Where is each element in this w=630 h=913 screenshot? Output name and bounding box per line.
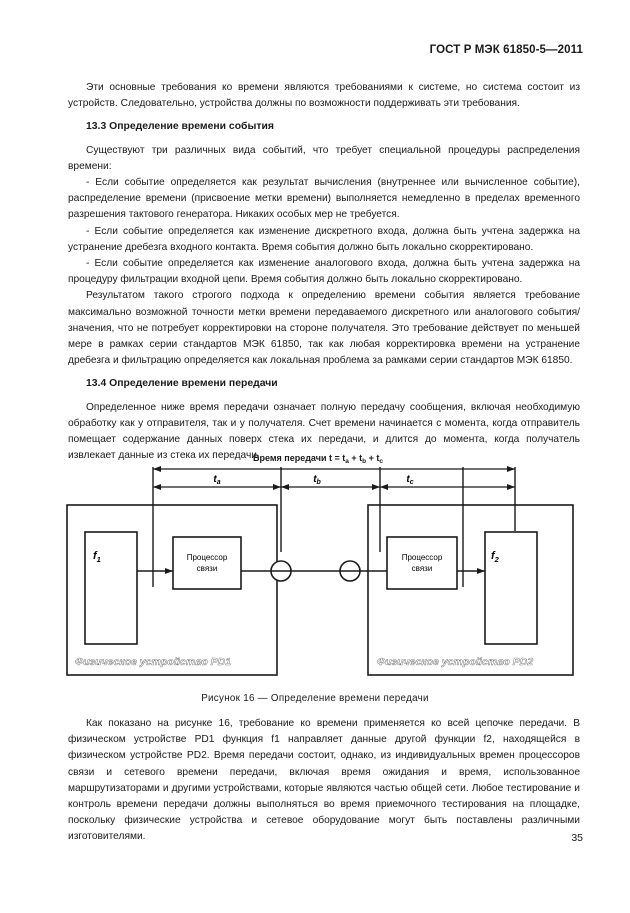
function-f2-label: $f_2$ [491, 550, 499, 564]
transfer-time-diagram [55, 447, 580, 687]
main-text [68, 80, 580, 464]
paragraph: Результатом такого строгого подхода к определению времени события является требование максимально возможной точности метки времени передаваемого дискретного или аналогового события/значения, что не потребует корректировки на стороне получателя. Это требование действует по меньшей мере в рамках серии стандартов МЭК 61850, так как любая корректировка времени на устранение дребезга и фильтрацию определяется как локальная проблема за рамками серии стандартов МЭК 61850. [68, 290, 580, 367]
paragraph: - Если событие определяется как изменение дискретного входа, должна быть учтена задержка на устранение дребезга входного контакта. Время события должно быть локально скорректировано. [68, 225, 580, 253]
function-f1-box [85, 532, 137, 644]
device-pd1-box [67, 505, 277, 675]
paragraph: Определенное ниже время передачи означает полную передачу сообщения, включая необходимую обработку как у отправителя, так и у получателя. Счет времени начинается с момента, когда отправитель помещает содержание данных поверх стека их передачи, и длится до момента, когда получатель извлекает данные из стека их передачи. [68, 401, 580, 462]
main-text-continued [68, 716, 580, 846]
processor-pd2-label: Процессор [401, 553, 443, 562]
tc-label: $t_c$ [406, 474, 414, 486]
function-f1-label: $f_1$ [93, 550, 101, 564]
processor-pd1-box [173, 537, 241, 589]
paragraph: - Если событие определяется как результат вычисления (внутреннее или вычисленное событие), распределение времени (присвоение метки времени) выполняется немедленно в пределах временного разрешения тактового генератора. Никаких особых мер не требуется. [68, 177, 580, 221]
device-pd2-label: Физическое устройство PD2 [377, 656, 534, 668]
ta-label: $t_a$ [213, 474, 221, 486]
total-time-label: Время передачи $t = t_a + t_b + t_c$ [252, 453, 384, 465]
device-pd1-label: Физическое устройство PD1 [75, 656, 232, 668]
processor-pd2-box [387, 537, 457, 589]
document-header: ГОСТ Р МЭК 61850-5—2011 [429, 44, 583, 56]
function-f2-box [485, 532, 537, 644]
section-heading: 13.4 Определение времени передачи [86, 378, 278, 390]
section-heading: 13.3 Определение времени события [86, 121, 274, 133]
paragraph: Как показано на рисунке 16, требование ко времени применяется ко всей цепочке передачи. В физическом устройстве PD1 функция f1 направляет данные другой функции f2, находящейся в физическом устройстве PD2. Время передачи состоит, однако, из индивидуальных времен процессоров связи и сетевого времени передачи, включая время ожидания и время, использованное маршрутизаторами и другими устройствами, которые являются частью общей сети. Любое тестирование и контроль времени передачи должны выполняться во время приемочного тестирования на площадке, поскольку физические устройства и сетевое оборудование могут быть поставлены различными изготовителями. [68, 718, 580, 843]
tb-label: $t_b$ [313, 474, 321, 486]
paragraph: - Если событие определяется как изменение аналогового входа, должна быть учтена задержка на процедуру фильтрации входной цепи. Время события должно быть локально скорректировано. [68, 258, 580, 286]
processor-pd2-label: связи [411, 564, 433, 573]
paragraph: Существуют три различных вида событий, что требует специальной процедуры распределения времени: [68, 144, 580, 172]
paragraph: Эти основные требования ко времени являются требованиями к системе, но система состоит из устройств. Следовательно, устройства должны по возможности поддерживать эти требования. [68, 82, 580, 110]
device-pd2-box [368, 505, 573, 675]
processor-pd1-label: Процессор [186, 553, 228, 562]
page-number: 35 [571, 832, 583, 844]
processor-pd1-label: связи [196, 564, 218, 573]
figure-caption: Рисунок 16 — Определение времени передачи [201, 693, 429, 704]
